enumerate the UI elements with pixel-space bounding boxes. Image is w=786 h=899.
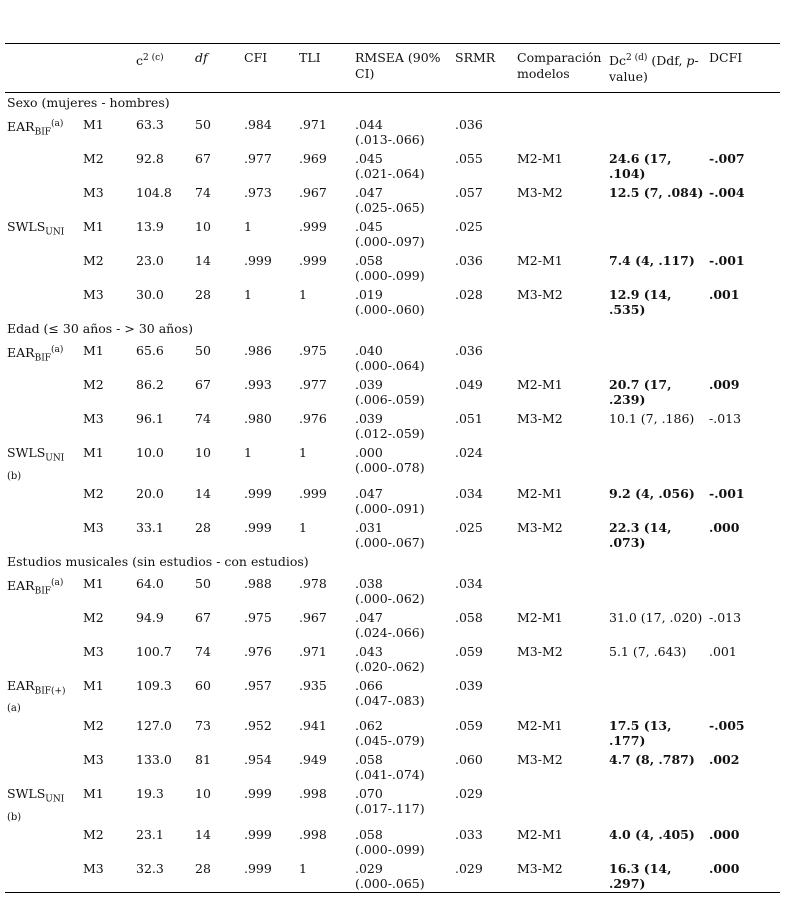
tli-cell: .935 [299,677,327,693]
srmr-cell: .025 [455,519,483,535]
model-cell: M2 [83,253,104,268]
table-row [5,784,780,825]
table-row [5,574,780,608]
delta-cfi-cell: .001 [709,287,740,302]
model-cell: M2 [83,485,104,501]
model-cell: M2 [83,718,104,733]
srmr-cell: .034 [455,485,483,501]
tli-cell: .998 [299,786,327,801]
scale-subscript: BIF [34,127,51,138]
rmsea-cell: .058 (.041-.074) [355,752,425,782]
header-tli: TLI [299,50,321,65]
table-row [5,341,780,375]
comparison-cell [515,341,607,375]
cfi-cell: .999 [244,786,272,801]
model-cell: M3 [83,860,104,876]
header-model [81,44,134,93]
delta-cfi-cell: -.013 [709,609,742,625]
delta-chi-cell: 4.7 (8, .787) [609,752,695,767]
tli-cell: .998 [299,826,327,842]
delta-cfi-cell: .001 [709,643,737,659]
tli-cell: 1 [299,287,307,302]
section-label: Sexo (mujeres - hombres) [7,95,170,110]
chi-cell: 32.3 [136,860,164,876]
rmsea-cell: .029 (.000-.065) [355,860,425,891]
scale-note: (a) [51,345,64,355]
table-row [5,750,780,784]
cfi-cell: .973 [244,185,272,200]
delta-cfi-cell: .002 [709,752,740,767]
srmr-cell: .059 [455,718,483,733]
comparison-cell: M3-M2 [517,752,563,767]
header-chi: $c^{2 (c)}$ [136,53,164,69]
delta-cfi-cell: -.013 [709,411,742,426]
header-cfi: CFI [244,50,268,65]
df-cell: 10 [195,445,211,460]
cfi-cell: .975 [244,609,272,625]
model-cell: M3 [83,287,104,302]
model-cell: M2 [83,826,104,842]
cfi-cell: 1 [244,287,252,302]
scale-subscript: BIF(+) [34,686,66,696]
comparison-cell [515,784,607,825]
table-row [5,409,780,443]
model-cell: M2 [83,609,104,625]
model-cell: M3 [83,519,104,535]
chi-cell: 30.0 [136,287,164,302]
delta-chi-cell [607,676,707,717]
delta-chi-cell [607,217,707,251]
df-cell: 28 [195,519,211,535]
df-cell: 60 [195,677,211,693]
table-row [5,859,780,893]
cfi-cell: 1 [244,445,252,460]
delta-cfi-cell [707,574,780,608]
tli-cell: .969 [299,151,327,166]
cfi-cell: .999 [244,253,272,268]
delta-chi-cell [607,574,707,608]
df-cell: 74 [195,643,211,659]
table-row [5,608,780,642]
tli-cell: .999 [299,253,327,268]
table-row [5,149,780,183]
invariance-table [5,43,780,893]
delta-cfi-cell [707,676,780,717]
model-cell: M2 [83,151,104,166]
df-cell: 14 [195,485,211,501]
tli-cell: .999 [299,485,327,501]
comparison-cell: M2-M1 [517,151,563,166]
scale-cell [5,443,81,484]
cfi-cell: .952 [244,718,272,733]
cfi-cell: .980 [244,411,272,426]
table-row [5,825,780,859]
scale-subscript: UNI [45,227,65,238]
delta-chi-cell: 10.1 (7, .186) [609,411,695,426]
srmr-cell: .057 [455,185,483,200]
delta-chi-cell [607,115,707,149]
chi-cell: 94.9 [136,609,164,625]
model-cell: M3 [83,643,104,659]
cfi-cell: .999 [244,826,272,842]
table-row [5,676,780,717]
srmr-cell: .029 [455,860,483,876]
df-cell: 28 [195,860,211,876]
delta-cfi-cell [707,341,780,375]
delta-cfi-cell: .009 [709,377,740,392]
srmr-cell: .051 [455,411,483,426]
delta-cfi-cell: -.001 [709,485,745,501]
scale-cell [5,676,81,717]
model-cell: M1 [83,677,104,693]
cfi-cell: .984 [244,117,272,132]
scale-name: SWLS [7,445,46,460]
tli-cell: .967 [299,185,327,200]
model-cell: M2 [83,377,104,392]
comparison-cell: M3-M2 [517,287,563,302]
scale-name: EAR [7,119,35,135]
tli-cell: .976 [299,411,327,426]
tli-cell: .975 [299,343,327,358]
scale-name: EAR [7,345,35,361]
tli-cell: .971 [299,643,327,659]
chi-cell: 104.8 [136,185,172,200]
cfi-cell: .993 [244,377,272,392]
srmr-cell: .033 [455,826,483,842]
comparison-cell: M2-M1 [517,253,563,268]
table-row [5,285,780,319]
table-row [5,251,780,285]
chi-cell: 33.1 [136,519,164,535]
rmsea-cell: .045 (.000-.097) [355,219,425,249]
comparison-cell: M3-M2 [517,411,563,426]
srmr-cell: .034 [455,575,483,591]
delta-chi-cell: 20.7 (17, .239) [609,377,672,407]
cfi-cell: .986 [244,343,272,358]
chi-cell: 19.3 [136,786,164,801]
scale-cell [5,484,81,518]
model-cell: M3 [83,752,104,767]
delta-cfi-cell: -.004 [709,185,745,200]
delta-cfi-cell: -.005 [709,718,745,733]
table-row [5,518,780,552]
header-comparison: Comparación modelos [517,50,602,81]
scale-cell [5,183,81,217]
cfi-cell: .977 [244,151,272,166]
scale-cell [5,409,81,443]
df-cell: 10 [195,786,211,801]
scale-cell [5,149,81,183]
df-cell: 50 [195,575,211,591]
header-delta-cfi: DCFI [709,50,743,65]
section-row [5,319,780,341]
srmr-cell: .036 [455,253,483,268]
rmsea-cell: .070 (.017-.117) [355,786,425,816]
section-row [5,93,780,116]
scale-subscript: UNI [45,794,65,805]
chi-cell: 64.0 [136,575,164,591]
model-cell: M3 [83,411,104,426]
chi-cell: 127.0 [136,718,172,733]
model-cell: M1 [83,786,104,801]
scale-name: SWLS [7,786,46,801]
delta-cfi-cell [707,217,780,251]
delta-chi-cell: 9.2 (4, .056) [609,485,695,501]
tli-cell: .978 [299,575,327,591]
df-cell: 67 [195,609,211,625]
comparison-cell: M3-M2 [517,860,563,876]
chi-cell: 63.3 [136,117,164,132]
comparison-cell: M2-M1 [517,377,563,392]
rmsea-cell: .019 (.000-.060) [355,287,425,317]
model-cell: M1 [83,117,104,132]
chi-cell: 96.1 [136,411,164,426]
df-cell: 14 [195,253,211,268]
scale-note: (a) [51,119,64,129]
scale-note: (b) [7,811,22,823]
df-cell: 28 [195,287,211,302]
srmr-cell: .059 [455,643,483,659]
comparison-cell [515,574,607,608]
scale-cell [5,750,81,784]
scale-cell [5,518,81,552]
scale-note: (a) [51,577,64,588]
rmsea-cell: .040 (.000-.064) [355,343,425,373]
comparison-cell: M3-M2 [517,643,563,659]
scale-cell [5,716,81,750]
tli-cell: .999 [299,219,327,234]
df-cell: 50 [195,117,211,132]
rmsea-cell: .047 (.000-.091) [355,485,425,516]
table-row [5,484,780,518]
comparison-cell [515,115,607,149]
df-cell: 73 [195,718,211,733]
chi-cell: 10.0 [136,445,164,460]
srmr-cell: .058 [455,609,483,625]
chi-cell: 133.0 [136,752,172,767]
scale-cell [5,825,81,859]
rmsea-cell: .031 (.000-.067) [355,519,425,550]
srmr-cell: .036 [455,343,483,358]
delta-cfi-cell: -.001 [709,253,745,268]
rmsea-cell: .058 (.000-.099) [355,253,425,283]
rmsea-cell: .039 (.006-.059) [355,377,425,407]
cfi-cell: 1 [244,219,252,234]
scale-cell [5,251,81,285]
header-srmr: SRMR [455,50,496,65]
delta-chi-cell: 31.0 (17, .020) [609,609,703,625]
scale-cell [5,285,81,319]
header-scale [5,44,81,93]
scale-cell [5,608,81,642]
delta-chi-cell: 17.5 (13, .177) [609,718,672,748]
delta-chi-cell: 24.6 (17, .104) [609,151,672,181]
srmr-cell: .024 [455,445,483,460]
scale-name: EAR [7,677,35,693]
srmr-cell: .049 [455,377,483,392]
delta-cfi-cell [707,115,780,149]
df-cell: 50 [195,343,211,358]
table-row [5,716,780,750]
rmsea-cell: .044 (.013-.066) [355,117,425,147]
chi-cell: 86.2 [136,377,164,392]
scale-cell [5,859,81,893]
tli-cell: 1 [299,860,307,876]
scale-cell [5,574,81,608]
model-cell: M1 [83,445,104,460]
comparison-cell [515,443,607,484]
chi-cell: 20.0 [136,485,164,501]
delta-cfi-cell: -.007 [709,151,745,166]
delta-chi-cell: 7.4 (4, .117) [609,253,695,268]
tli-cell: .967 [299,609,327,625]
scale-name: EAR [7,577,35,593]
header-delta-chi: $Dc^{2 (d)}$ (Ddf, p-value) [609,53,699,85]
chi-cell: 65.6 [136,343,164,358]
comparison-cell [515,676,607,717]
cfi-cell: .954 [244,752,272,767]
table-row [5,217,780,251]
chi-cell: 100.7 [136,643,172,659]
srmr-cell: .039 [455,677,483,693]
rmsea-cell: .066 (.047-.083) [355,677,425,708]
scale-subscript: BIF [34,353,51,364]
rmsea-cell: .039 (.012-.059) [355,411,425,441]
delta-chi-cell: 12.9 (14, .535) [609,287,672,317]
cfi-cell: .999 [244,485,272,501]
srmr-cell: .025 [455,219,483,234]
header-rmsea: RMSEA (90% CI) [355,50,441,81]
section-label: Edad (≤ 30 años - > 30 años) [7,321,194,336]
model-cell: M3 [83,185,104,200]
delta-chi-cell: 16.3 (14, .297) [609,860,672,891]
scale-cell [5,642,81,676]
comparison-cell: M2-M1 [517,826,563,842]
comparison-cell: M3-M2 [517,185,563,200]
df-cell: 14 [195,826,211,842]
chi-cell: 92.8 [136,151,164,166]
section-row [5,552,780,574]
delta-cfi-cell [707,443,780,484]
df-cell: 74 [195,185,211,200]
tli-cell: .971 [299,117,327,132]
scale-name: SWLS [7,219,46,234]
df-cell: 67 [195,151,211,166]
chi-cell: 13.9 [136,219,164,234]
scale-note: (b) [7,470,22,482]
comparison-cell: M2-M1 [517,718,563,733]
delta-chi-cell [607,341,707,375]
tli-cell: .949 [299,752,327,767]
rmsea-cell: .038 (.000-.062) [355,575,425,606]
cfi-cell: .976 [244,643,272,659]
scale-cell [5,341,81,375]
scale-subscript: UNI [45,453,65,464]
scale-subscript: BIF [34,586,51,597]
srmr-cell: .055 [455,151,483,166]
delta-chi-cell [607,443,707,484]
scale-cell [5,217,81,251]
srmr-cell: .028 [455,287,483,302]
model-cell: M1 [83,575,104,591]
df-cell: 81 [195,752,211,767]
comparison-cell: M2-M1 [517,485,563,501]
rmsea-cell: .047 (.025-.065) [355,185,425,215]
chi-cell: 23.0 [136,253,164,268]
delta-chi-cell: 22.3 (14, .073) [609,519,672,550]
table-row [5,642,780,676]
model-cell: M1 [83,343,104,358]
comparison-cell: M3-M2 [517,519,563,535]
table-row [5,443,780,484]
table-row [5,183,780,217]
scale-cell [5,784,81,825]
chi-cell: 23.1 [136,826,164,842]
table-row [5,375,780,409]
delta-chi-cell: 4.0 (4, .405) [609,826,695,842]
rmsea-cell: .043 (.020-.062) [355,643,425,674]
cfi-cell: .957 [244,677,272,693]
srmr-cell: .036 [455,117,483,132]
header-row [5,44,780,93]
df-cell: 67 [195,377,211,392]
chi-cell: 109.3 [136,677,172,693]
delta-cfi-cell: .000 [709,826,740,842]
tli-cell: 1 [299,445,307,460]
table-row [5,115,780,149]
df-cell: 10 [195,219,211,234]
delta-cfi-cell [707,784,780,825]
tli-cell: 1 [299,519,307,535]
srmr-cell: .029 [455,786,483,801]
cfi-cell: .999 [244,519,272,535]
tli-cell: .941 [299,718,327,733]
rmsea-cell: .047 (.024-.066) [355,609,425,640]
comparison-cell [515,217,607,251]
model-cell: M1 [83,219,104,234]
tli-cell: .977 [299,377,327,392]
rmsea-cell: .045 (.021-.064) [355,151,425,181]
rmsea-cell: .058 (.000-.099) [355,826,425,857]
scale-cell [5,375,81,409]
cfi-cell: .999 [244,860,272,876]
cfi-cell: .988 [244,575,272,591]
table-body [5,93,780,893]
delta-cfi-cell: .000 [709,519,740,535]
delta-chi-cell: 12.5 (7, .084) [609,185,704,200]
comparison-cell: M2-M1 [517,609,563,625]
delta-chi-cell [607,784,707,825]
scale-note: (a) [7,703,21,714]
rmsea-cell: .062 (.045-.079) [355,718,425,748]
header-df: df [195,50,208,65]
delta-chi-cell: 5.1 (7, .643) [609,643,687,659]
section-label: Estudios musicales (sin estudios - con estudios) [7,553,309,569]
delta-cfi-cell: .000 [709,860,740,876]
scale-cell [5,115,81,149]
srmr-cell: .060 [455,752,483,767]
rmsea-cell: .000 (.000-.078) [355,445,425,475]
df-cell: 74 [195,411,211,426]
